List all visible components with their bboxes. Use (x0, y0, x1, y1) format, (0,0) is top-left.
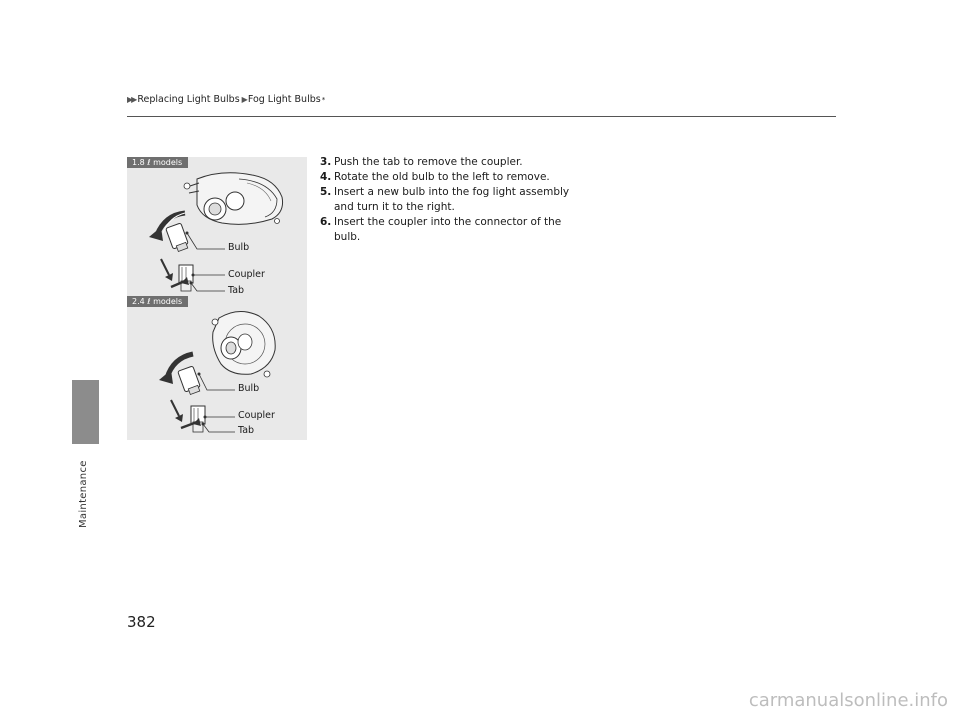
section-tab (72, 380, 99, 444)
fog-light-assembly-illustration (127, 296, 307, 440)
callout-bulb: Bulb (228, 242, 250, 253)
step-item (320, 170, 580, 185)
breadcrumb-item-fog-light-bulbs[interactable]: Fog Light Bulbs (247, 94, 321, 105)
step-number: 6. (320, 216, 332, 228)
header-rule (127, 116, 836, 117)
figure-panel-1 (127, 157, 307, 299)
step-item (320, 185, 580, 215)
callout-coupler: Coupler (228, 269, 265, 280)
breadcrumb (127, 94, 325, 105)
section-label: Maintenance (78, 460, 89, 528)
instruction-steps (320, 155, 580, 245)
watermark: carmanualsonline.info (748, 690, 948, 711)
model-tag: 1.8 ℓ models (127, 157, 188, 168)
step-text: Insert a new bulb into the fog light assembly and turn it to the right. (334, 186, 570, 213)
breadcrumb-item-replacing-light-bulbs[interactable]: Replacing Light Bulbs (137, 94, 240, 105)
callout-tab: Tab (228, 285, 245, 296)
step-number: 5. (320, 186, 332, 198)
step-number: 4. (320, 171, 332, 183)
model-tag: 2.4 ℓ models (127, 296, 188, 307)
step-text: Insert the coupler into the connector of the bulb. (334, 216, 562, 243)
step-item (320, 215, 580, 245)
fog-light-figure (127, 157, 307, 440)
page-number: 382 (127, 613, 156, 631)
arrow-icon: ▶ (241, 95, 246, 104)
step-text: Rotate the old bulb to the left to remove. (334, 171, 550, 183)
step-item (320, 155, 580, 170)
fog-light-assembly-illustration (127, 157, 307, 299)
double-arrow-icon: ▶▶ (127, 95, 136, 104)
figure-panel-2 (127, 296, 307, 440)
callout-coupler: Coupler (238, 410, 275, 421)
callout-bulb: Bulb (238, 383, 260, 394)
step-number: 3. (320, 156, 332, 168)
step-text: Push the tab to remove the coupler. (334, 156, 523, 168)
callout-tab: Tab (238, 425, 255, 436)
footnote-marker: * (321, 95, 326, 104)
